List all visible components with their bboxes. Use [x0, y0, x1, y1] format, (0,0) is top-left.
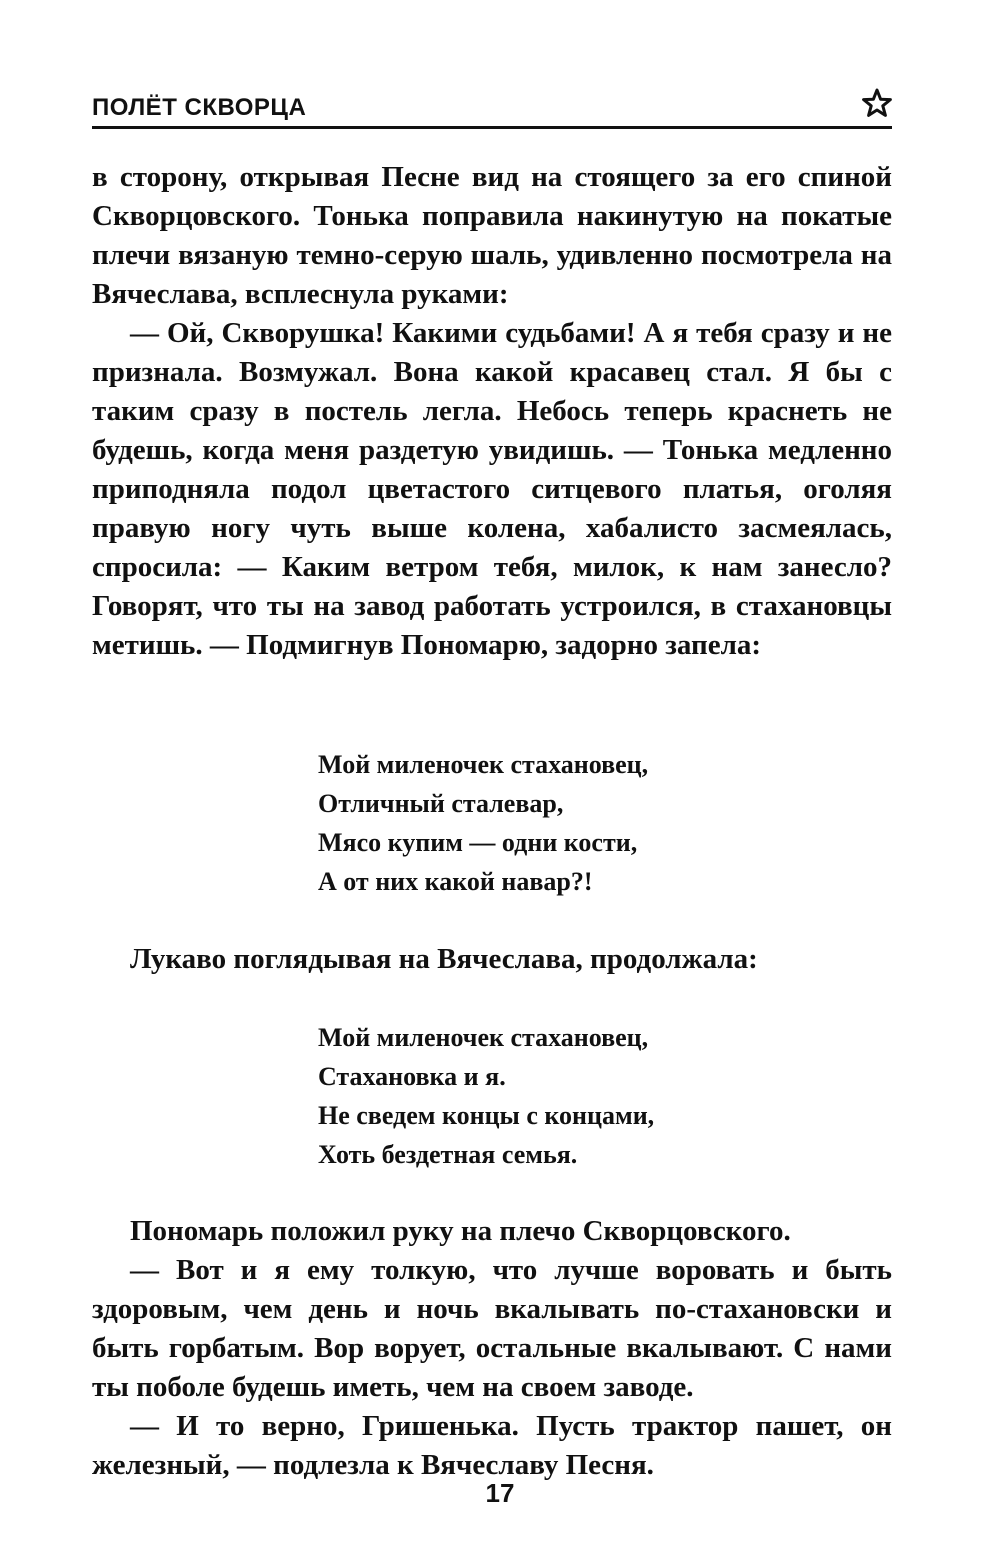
interlude-line: Лукаво поглядывая на Вячеслава, продолжала:	[130, 943, 758, 975]
verse-line: А от них какой навар?!	[318, 867, 593, 896]
paragraph: Пономарь положил руку на плечо Скворцовского.	[130, 1215, 791, 1247]
verse-line: Мясо купим — одни кости,	[318, 828, 638, 857]
verse-line: Не сведем концы с концами,	[318, 1101, 655, 1130]
verse-line: Мой миленочек стахановец,	[318, 1023, 649, 1052]
verse-stanza-1	[318, 745, 648, 901]
verse-line: Стахановка и я.	[318, 1062, 506, 1091]
text-block-top	[92, 158, 892, 665]
star-icon	[862, 88, 892, 118]
running-head	[92, 88, 892, 129]
paragraph: — Вот и я ему толкую, что лучше воровать и быть здоровым, чем день и ночь вкалывать по-стахановски и быть горбатым. Вор ворует, остальные вкалывают. С нами ты поболе будешь иметь, чем на своем заводе.	[92, 1254, 892, 1403]
page-number: 17	[485, 1478, 515, 1508]
paragraph: в сторону, открывая Песне вид на стоящего за его спиной Скворцовского. Тонька поправила накинутую на покатые плечи вязаную темно-серую шаль, удивленно посмотрела на Вячеслава, всплеснула руками:	[92, 161, 892, 310]
text-block-bottom	[92, 1212, 892, 1485]
running-title: ПОЛЁТ СКВОРЦА	[92, 94, 307, 121]
paragraph: — Ой, Скворушка! Какими судьбами! А я тебя сразу и не признала. Возмужал. Вона какой красавец стал. Я бы с таким сразу в постель легла. Небось теперь краснеть не будешь, когда меня раздетую увидишь. — Тонька медленно приподняла подол цветастого ситцевого платья, оголяя правую ногу чуть выше колена, хабалисто засмеялась, спросила: — Каким ветром тебя, милок, к нам занесло? Говорят, что ты на завод работать устроился, в стахановцы метишь. — Подмигнув Пономарю, задорно запела:	[92, 317, 892, 661]
paragraph: — И то верно, Гришенька. Пусть трактор пашет, он железный, — подлезла к Вячеславу Песня.	[92, 1410, 892, 1481]
verse-line: Хоть бездетная семья.	[318, 1140, 578, 1169]
verse-stanza-2	[318, 1018, 654, 1174]
verse-line: Мой миленочек стахановец,	[318, 750, 649, 779]
verse-line: Отличный сталевар,	[318, 789, 564, 818]
